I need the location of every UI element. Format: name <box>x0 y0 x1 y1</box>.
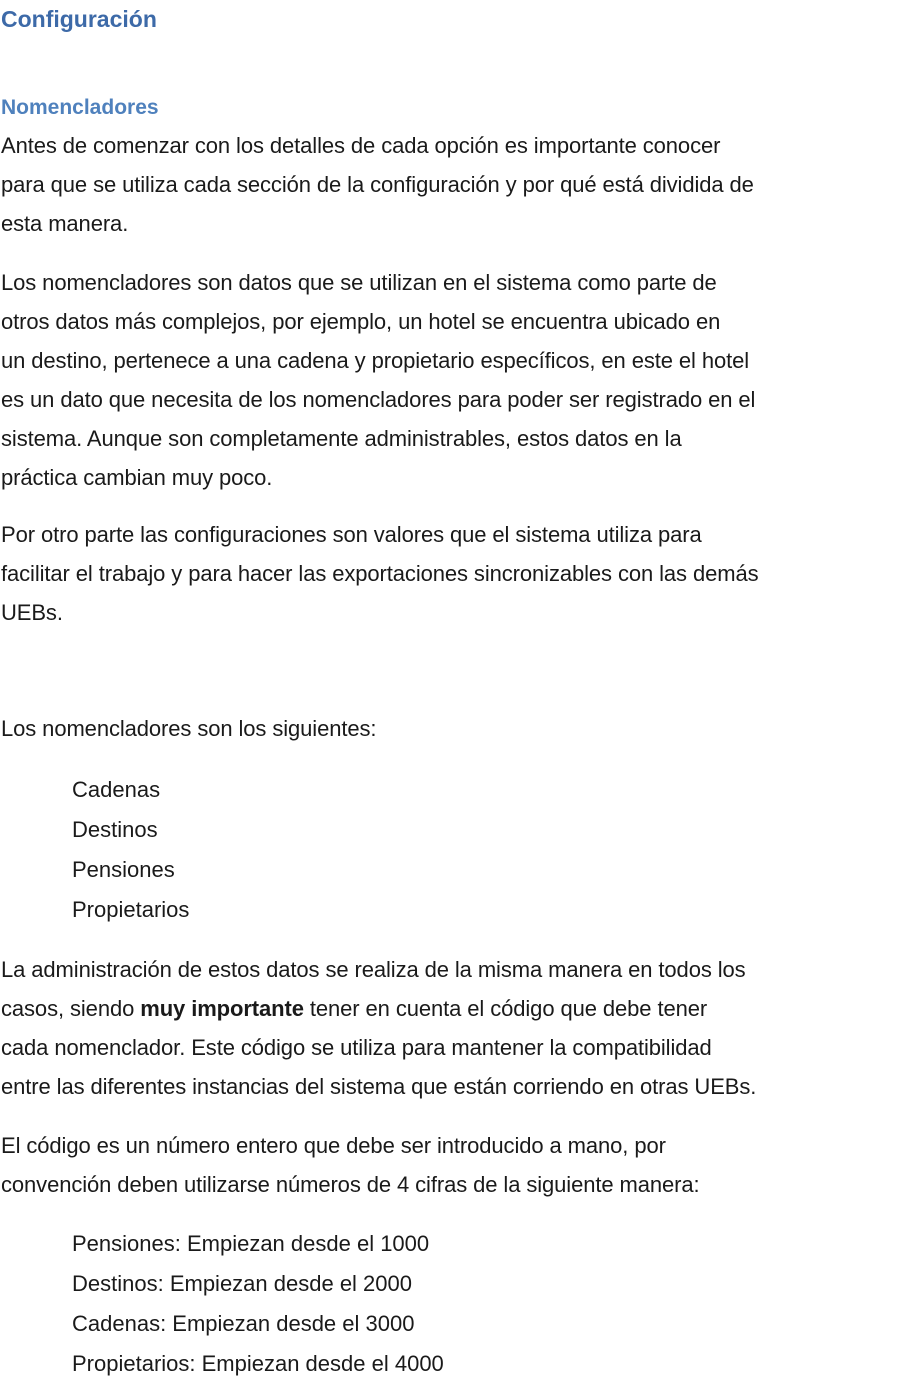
list-intro-paragraph <box>1 709 913 748</box>
emphasis-text: muy importante <box>140 996 304 1021</box>
text-line: sistema. Aunque son completamente administrables, estos datos en la <box>1 426 682 451</box>
list-item: Pensiones <box>72 857 175 882</box>
list-item: Cadenas: Empiezan desde el 3000 <box>72 1311 415 1336</box>
text-line: Por otro parte las configuraciones son valores que el sistema utiliza para <box>1 522 702 547</box>
text-line: convención deben utilizarse números de 4 cifras de la siguiente manera: <box>1 1172 700 1197</box>
codigo-paragraph <box>1 1126 913 1204</box>
text-line: para que se utiliza cada sección de la configuración y por qué está dividida de <box>1 172 754 197</box>
list-item: Destinos <box>72 817 158 842</box>
text-line: Los nomencladores son los siguientes: <box>1 716 377 741</box>
nomencladores-list <box>72 770 189 930</box>
text-segment: tener en cuenta el código que debe tener <box>303 996 708 1021</box>
section-heading: Nomencladores <box>1 96 159 119</box>
text-line: facilitar el trabajo y para hacer las exportaciones sincronizables con las demás <box>1 561 759 586</box>
page-title: Configuración <box>1 6 157 32</box>
configuraciones-paragraph <box>1 515 913 632</box>
list-item: Cadenas <box>72 777 161 802</box>
text-line: El código es un número entero que debe ser introducido a mano, por <box>1 1133 666 1158</box>
text-line: entre las diferentes instancias del sistema que están corriendo en otras UEBs. <box>1 1074 757 1099</box>
list-item: Propietarios <box>72 897 190 922</box>
text-line: práctica cambian muy poco. <box>1 465 273 490</box>
nomencladores-paragraph <box>1 263 913 497</box>
text-line: un destino, pertenece a una cadena y propietario específicos, en este el hotel <box>1 348 750 373</box>
text-line: Antes de comenzar con los detalles de cada opción es importante conocer <box>1 133 721 158</box>
codigos-list <box>72 1224 444 1384</box>
text-line: otros datos más complejos, por ejemplo, un hotel se encuentra ubicado en <box>1 309 721 334</box>
text-line: Los nomencladores son datos que se utilizan en el sistema como parte de <box>1 270 717 295</box>
list-item: Destinos: Empiezan desde el 2000 <box>72 1271 412 1296</box>
list-item: Propietarios: Empiezan desde el 4000 <box>72 1351 444 1376</box>
text-segment: casos, siendo <box>1 996 141 1021</box>
text-line: es un dato que necesita de los nomencladores para poder ser registrado en el <box>1 387 756 412</box>
text-line: esta manera. <box>1 211 129 236</box>
text-line: cada nomenclador. Este código se utiliza para mantener la compatibilidad <box>1 1035 712 1060</box>
text-line <box>1 989 913 1028</box>
text-line: La administración de estos datos se realiza de la misma manera en todos los <box>1 957 746 982</box>
list-item: Pensiones: Empiezan desde el 1000 <box>72 1231 430 1256</box>
administracion-paragraph <box>1 950 913 1106</box>
text-line: UEBs. <box>1 600 63 625</box>
intro-paragraph <box>1 126 913 243</box>
